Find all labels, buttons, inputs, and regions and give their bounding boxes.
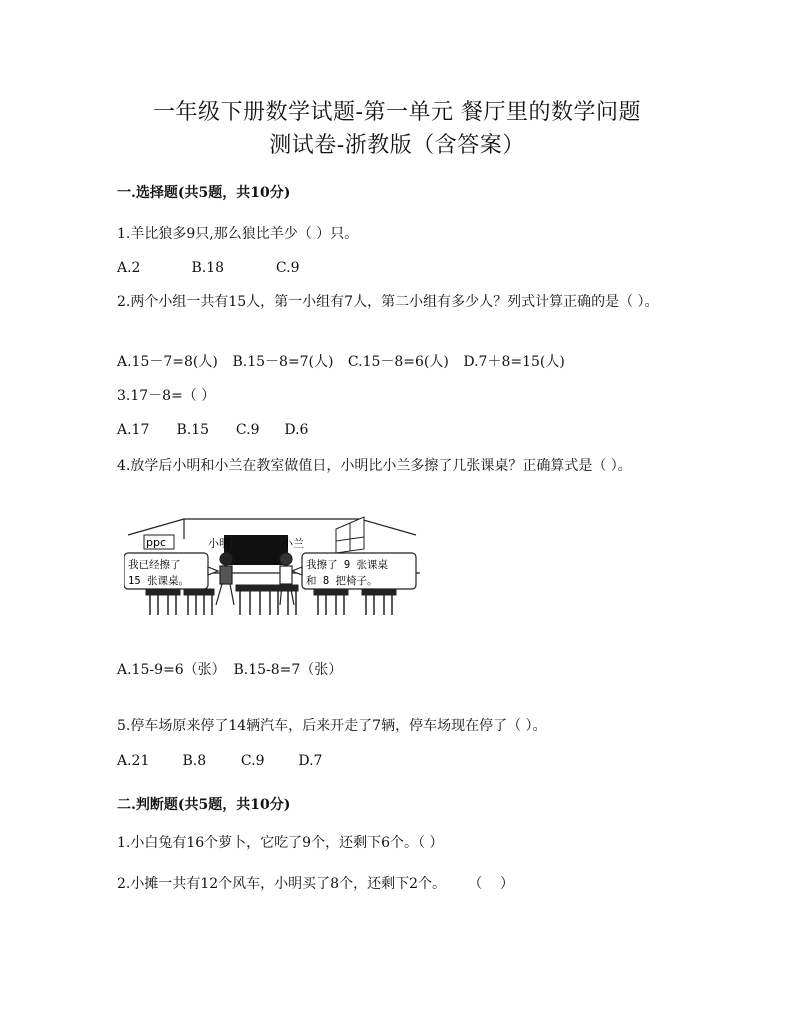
- judge-question-1: 1.小白兔有16个萝卜，它吃了9个，还剩下6个。（ ）: [117, 835, 444, 851]
- option-b: B.15－8=7(人): [232, 354, 334, 370]
- question-1: 1.羊比狼多9只,那么狼比羊少（ ）只。: [117, 226, 359, 242]
- judge-question-2: 2.小摊一共有12个风车，小明买了8个，还剩下2个。 （ ）: [117, 876, 515, 892]
- question-3: 3.17－8=（ ）: [117, 388, 216, 404]
- option-a: A.17: [117, 422, 150, 438]
- option-b: B.15: [176, 422, 210, 438]
- option-c: C.9: [235, 422, 260, 438]
- bubble-right-line1: 我擦了 9 张课桌: [306, 559, 388, 571]
- option-d: D.6: [284, 422, 309, 438]
- option-a: A.15-9=6（张）: [117, 662, 226, 678]
- name-label-xiaolan: 小兰: [282, 537, 304, 550]
- option-c: C.9: [240, 753, 265, 769]
- option-c: C.9: [275, 260, 300, 276]
- bubble-right-line2: 和 8 把椅子。: [306, 575, 378, 587]
- doc-title-line2: 测试卷-浙教版（含答案）: [269, 133, 525, 158]
- option-c: C.15－8=6(人): [347, 354, 449, 370]
- section1-heading: 一.选择题(共5题，共10分): [117, 185, 291, 201]
- blackboard: [224, 535, 288, 565]
- bubble-left-line1: 我已经擦了: [128, 559, 181, 571]
- question-2: 2.两个小组一共有15人，第一小组有7人，第二小组有多少人？列式计算正确的是（ ）。: [117, 294, 659, 310]
- question-4-options: [117, 659, 342, 679]
- option-b: B.8: [182, 753, 207, 769]
- bubble-left-line2: 15 张课桌。: [128, 575, 189, 587]
- question-4: 4.放学后小明和小兰在教室做值日，小明比小兰多擦了几张课桌？正确算式是（ ）。: [117, 458, 632, 474]
- question-3-options: [117, 422, 308, 438]
- option-a: A.2: [117, 260, 141, 276]
- name-label-xiaoming: 小明: [208, 537, 230, 550]
- option-a: A.21: [117, 753, 150, 769]
- question-1-options: [117, 260, 299, 276]
- option-d: D.7: [298, 753, 323, 769]
- question-5-options: [117, 753, 322, 769]
- sign-text: ppc: [146, 536, 167, 549]
- classroom-illustration: [124, 513, 420, 619]
- option-a: A.15－7=8(人): [117, 354, 218, 370]
- question-5: 5.停车场原来停了14辆汽车，后来开走了7辆，停车场现在停了（ ）。: [117, 718, 547, 734]
- question-2-options: [117, 351, 565, 371]
- section2-heading: 二.判断题(共5题，共10分): [117, 797, 291, 813]
- option-b: B.15-8=7（张）: [233, 662, 343, 678]
- option-b: B.18: [191, 260, 225, 276]
- option-d: D.7＋8=15(人): [463, 354, 565, 370]
- doc-title-line1: 一年级下册数学试题-第一单元 餐厅里的数学问题: [153, 100, 641, 125]
